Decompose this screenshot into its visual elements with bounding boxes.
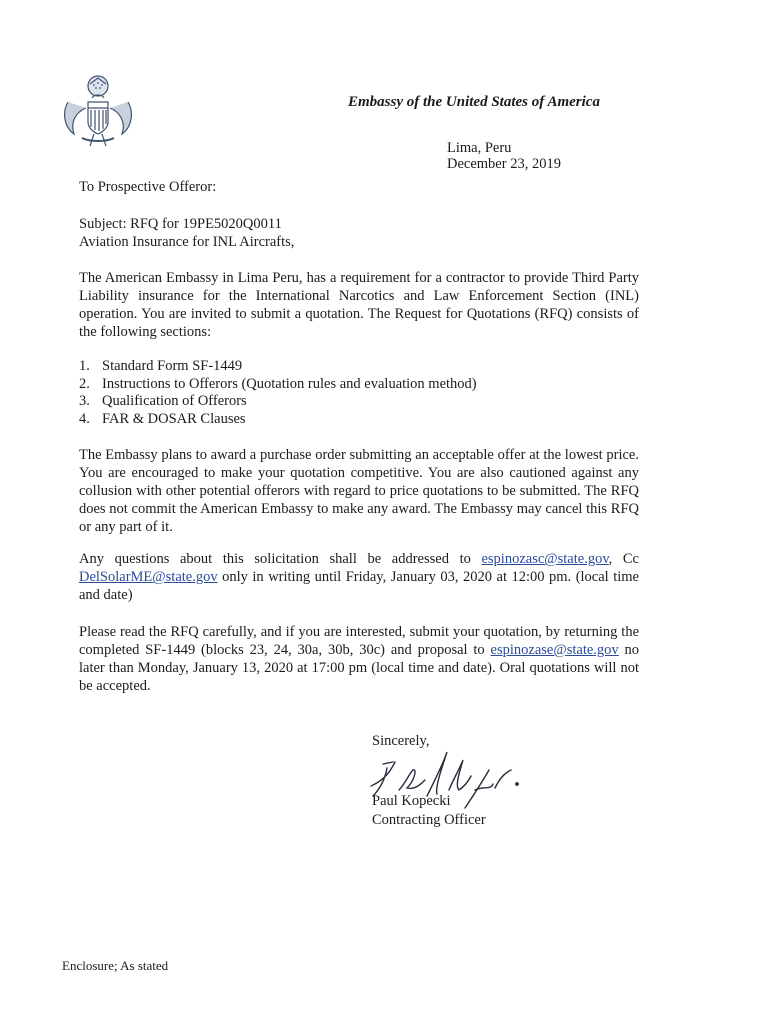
- email-link-delsolar[interactable]: DelSolarME@state.gov: [79, 569, 218, 585]
- list-number: 1.: [79, 358, 90, 374]
- sections-list: [79, 358, 477, 428]
- paragraph-requirement: The American Embassy in Lima Peru, has a requirement for a contractor to provide Third Party Liability insurance for the International Narcotics and Law Enforcement Section (INL) operation. You are invited to submit a quotation. The Request for Quotations (RFQ) consists of the following sections:: [79, 270, 639, 340]
- enclosure-note: Enclosure; As stated: [62, 958, 169, 973]
- paragraph-questions: [79, 550, 639, 604]
- paragraph-submission: [79, 623, 639, 695]
- place-city: Lima, Peru: [447, 140, 512, 156]
- salutation: To Prospective Offeror:: [79, 179, 217, 195]
- letter-date: December 23, 2019: [447, 156, 561, 172]
- paragraph-text: only in writing until Friday, January 03, 2020 at 12:00 pm. (local time and date): [79, 569, 639, 603]
- list-item: [79, 376, 477, 394]
- place-and-date: [447, 140, 561, 172]
- signatory-name: Paul Kopecki: [372, 793, 451, 809]
- closing-sincerely: Sincerely,: [372, 733, 430, 749]
- paragraph-text: , Cc: [608, 551, 639, 567]
- paragraph-text: Any questions about this solicitation shall be addressed to: [79, 551, 482, 567]
- list-text: Instructions to Offerors (Quotation rules and evaluation method): [102, 375, 477, 392]
- list-text: FAR & DOSAR Clauses: [102, 410, 246, 427]
- paragraph-award: The Embassy plans to award a purchase order submitting an acceptable offer at the lowest price. You are encouraged to make your quotation competitive. You are also cautioned against any collusion with other potential offerors with regard to price quotations to be submitted. The RFQ does not commit the American Embassy to make any award. The Embassy may cancel this RFQ or any part of it.: [79, 447, 639, 535]
- list-number: 2.: [79, 375, 90, 392]
- list-item: [79, 411, 477, 429]
- email-link-espinozasc[interactable]: espinozasc@state.gov: [481, 551, 609, 567]
- list-text: Qualification of Offerors: [102, 393, 247, 409]
- subject-line-1: Subject: RFQ for 19PE5020Q0011: [79, 216, 282, 232]
- signatory-role: Contracting Officer: [372, 812, 486, 828]
- list-item: [79, 358, 477, 376]
- email-link-espinozase[interactable]: espinozase@state.gov: [490, 642, 619, 658]
- embassy-seal-logo: [60, 72, 136, 152]
- list-text: Standard Form SF-1449: [102, 358, 243, 374]
- paragraph-text: Please read the RFQ carefully, and if you are interested, submit your quotation, by returning the completed SF-1449 (blocks 23, 24, 30a, 30b, 30c) and proposal to: [79, 624, 639, 658]
- subject-line-2: Aviation Insurance for INL Aircrafts,: [79, 234, 295, 250]
- list-item: [79, 393, 477, 411]
- list-number: 4.: [79, 410, 90, 427]
- letterhead-title: Embassy of the United States of America: [348, 94, 600, 110]
- list-number: 3.: [79, 393, 90, 409]
- subject: [79, 215, 639, 251]
- paragraph-text: no later than Monday, January 13, 2020 at 17:00 pm (local time and date). Oral quotations will not be accepted.: [79, 642, 640, 694]
